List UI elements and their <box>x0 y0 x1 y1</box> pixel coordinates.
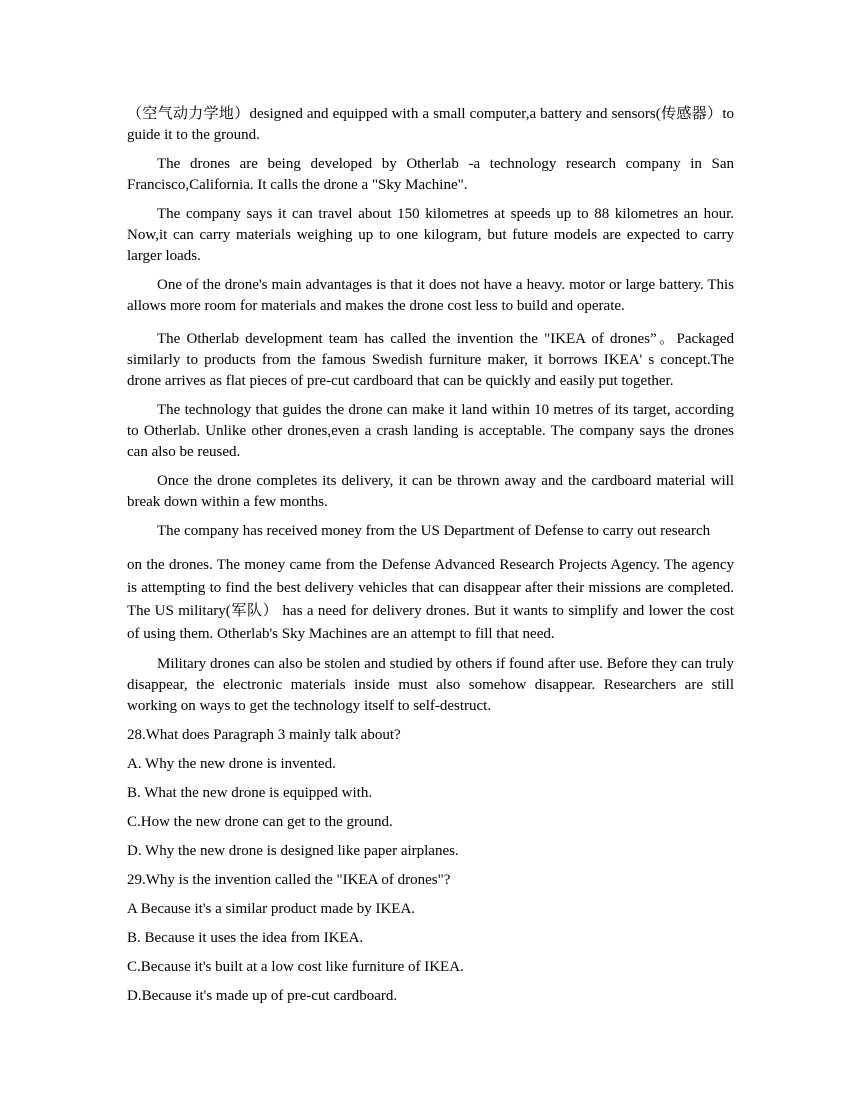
document-page <box>127 104 734 1015</box>
paragraph-continuation: （空气动力学地）designed and equipped with a small computer,a battery and sensors(传感器）to guide it to the ground. <box>127 106 734 143</box>
paragraph-funding: The company has received money from the US Department of Defense to carry out research <box>157 523 711 539</box>
paragraph-range-speed: The company says it can travel about 150 kilometres at speeds up to 88 kilometres an hour. Now,it can carry materials weighing up to one kilogram, but future models are expected to carry larger loads. <box>127 206 734 264</box>
option-b: B. What the new drone is equipped with. <box>127 785 373 801</box>
paragraph-otherlab: The drones are being developed by Otherlab -a technology research company in San Francisco,California. It calls the drone a "Sky Machine". <box>127 156 734 193</box>
question-28 <box>127 725 734 862</box>
option-a: A Because it's a similar product made by IKEA. <box>127 901 416 917</box>
option-c: C.How the new drone can get to the ground. <box>127 814 393 830</box>
paragraph-darpa: on the drones. The money came from the Defense Advanced Research Projects Agency. The agency is attempting to find the best delivery vehicles that can disappear after their missions are completed. The US military(军队） has a need for delivery drones. But it wants to simplify and lower the cost of using them. Otherlab's Sky Machines are an attempt to fill that need. <box>127 557 734 642</box>
paragraph-disposal: Once the drone completes its delivery, it can be thrown away and the cardboard material will break down within a few months. <box>127 473 734 510</box>
option-d: D. Why the new drone is designed like paper airplanes. <box>127 843 459 859</box>
option-b: B. Because it uses the idea from IKEA. <box>127 930 364 946</box>
paragraph-guidance: The technology that guides the drone can make it land within 10 metres of its target, according to Otherlab. Unlike other drones,even a crash landing is acceptable. The company says the drones can also be reused. <box>127 402 734 460</box>
option-c: C.Because it's built at a low cost like furniture of IKEA. <box>127 959 464 975</box>
question-29 <box>127 870 734 1007</box>
paragraph-ikea: The Otherlab development team has called the invention the "IKEA of drones”。Packaged similarly to products from the famous Swedish furniture maker, it borrows IKEA' s concept.The drone arrives as flat pieces of pre-cut cardboard that can be quickly and easily put together. <box>127 331 734 389</box>
question-stem: 28.What does Paragraph 3 mainly talk about? <box>127 727 401 743</box>
paragraph-advantages: One of the drone's main advantages is that it does not have a heavy. motor or large battery. This allows more room for materials and makes the drone cost less to build and operate. <box>127 277 734 314</box>
paragraph-military: Military drones can also be stolen and studied by others if found after use. Before they can truly disappear, the electronic materials inside must also somehow disappear. Researchers are still working on ways to get the technology itself to self-destruct. <box>127 656 734 714</box>
option-a: A. Why the new drone is invented. <box>127 756 336 772</box>
question-stem: 29.Why is the invention called the "IKEA of drones"? <box>127 872 451 888</box>
option-d: D.Because it's made up of pre-cut cardboard. <box>127 988 398 1004</box>
